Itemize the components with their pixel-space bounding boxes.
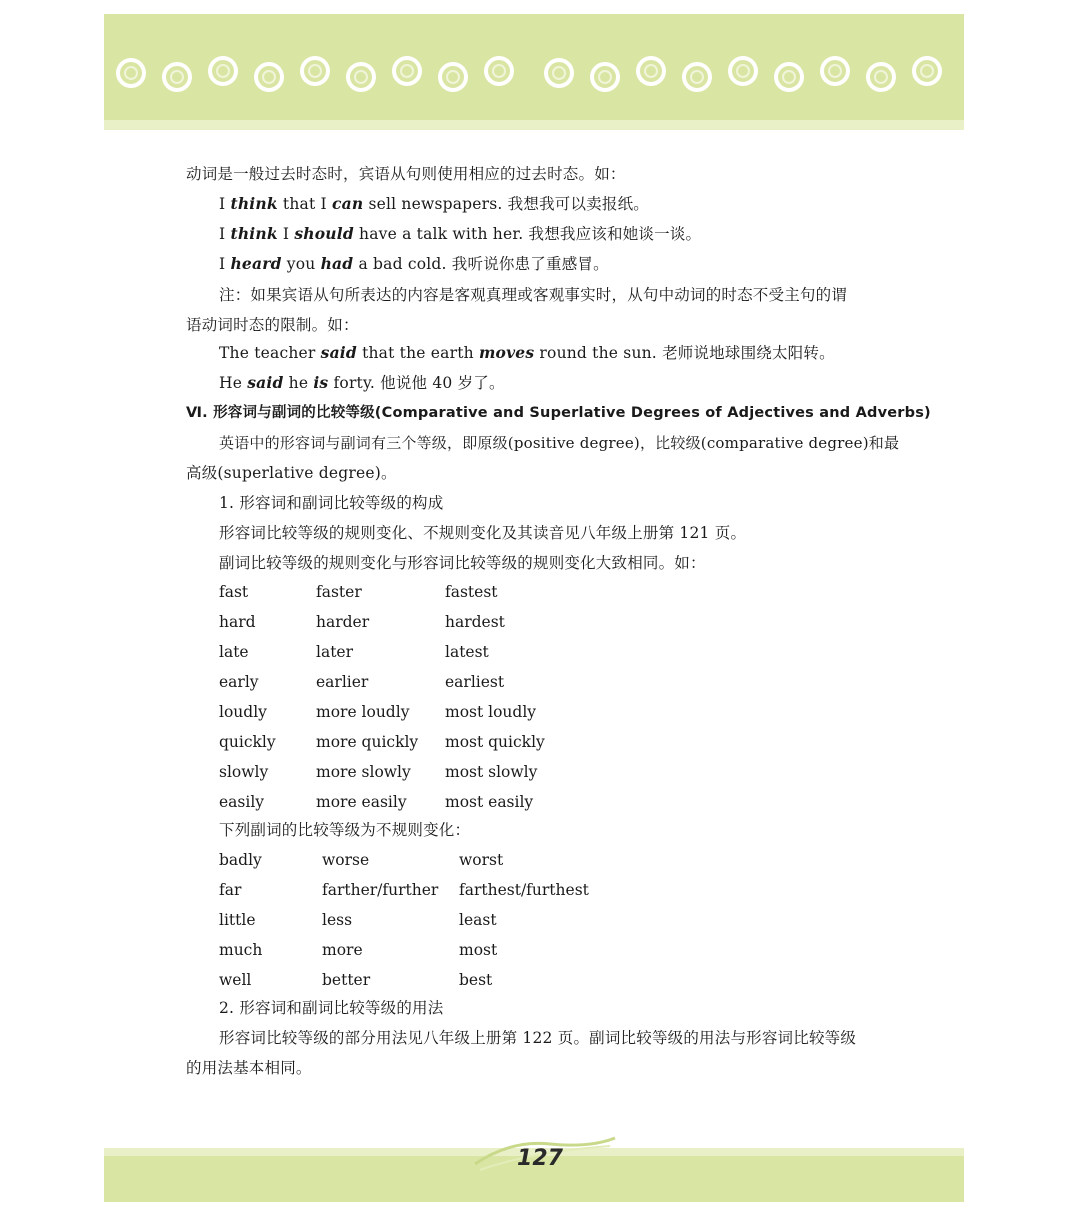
text: sell newspapers. 我想我可以卖报纸。 [363,195,649,213]
table-cell: better [322,971,371,989]
table-cell: earlier [316,673,369,691]
emphasis: think [230,224,278,243]
subheading-2: 2. 形容词和副词比较等级的用法 [219,999,444,1017]
table-cell: farther/further [322,881,439,899]
text: round the sun. 老师说地球围绕太阳转。 [534,344,835,362]
table-cell: more easily [316,793,407,811]
text: I [219,195,231,213]
table-cell: more slowly [316,763,411,781]
example-sentence [219,343,835,363]
table-cell: most [459,941,498,959]
table-cell: least [459,911,497,929]
table-cell: latest [445,643,489,661]
table-cell: well [219,971,252,989]
subheading-1: 1. 形容词和副词比较等级的构成 [219,494,444,512]
sub1-paragraph-2: 副词比较等级的规则变化与形容词比较等级的规则变化大致相同。如： [219,554,706,572]
intro-line-1: 英语中的形容词与副词有三个等级，即原级(positive degree)，比较级(comparative degree)和最 [219,434,900,452]
emphasis: think [230,194,278,213]
table-cell: early [219,673,259,691]
table-cell: slowly [219,763,269,781]
text: forty. 他说他 40 岁了。 [328,374,505,392]
text: have a talk with her. 我想我应该和她谈一谈。 [353,225,702,243]
table-cell: hard [219,613,256,631]
table-cell: less [322,911,353,929]
emphasis: said [320,343,357,362]
table-cell: harder [316,613,370,631]
emphasis: is [313,373,329,392]
table-cell: most quickly [445,733,545,751]
table-cell: farthest/furthest [459,881,589,899]
text: I [219,225,231,243]
emphasis: moves [478,343,535,362]
table-cell: more loudly [316,703,410,721]
table-cell: most easily [445,793,534,811]
table-cell: badly [219,851,262,869]
example-sentence [219,254,609,274]
section-heading: Ⅵ. 形容词与副词的比较等级(Comparative and Superlative Degrees of Adjectives and Adverbs) [186,405,931,421]
emphasis: said [247,373,284,392]
emphasis: heard [230,254,282,273]
emphasis: had [320,254,354,273]
text: The teacher [219,344,321,362]
table-cell: fastest [445,583,498,601]
table-cell: late [219,643,249,661]
table-cell: worse [322,851,370,869]
table-cell: later [316,643,354,661]
intro-line-2: 高级(superlative degree)。 [186,464,397,482]
irregular-intro: 下列副词的比较等级为不规则变化： [219,821,471,839]
table-cell: hardest [445,613,505,631]
text: I [219,255,231,273]
table-cell: earliest [445,673,505,691]
table-cell: little [219,911,256,929]
text: that I [277,195,332,213]
table-cell: more quickly [316,733,419,751]
text: that the earth [356,344,479,362]
table-cell: far [219,881,242,899]
page-number: 127 [517,1146,563,1171]
paragraph-intro: 动词是一般过去时态时，宾语从句则使用相应的过去时态。如： [186,165,626,183]
table-cell: faster [316,583,362,601]
text: He [219,374,248,392]
table-cell: most slowly [445,763,538,781]
emphasis: can [331,194,364,213]
table-cell: loudly [219,703,267,721]
table-cell: best [459,971,493,989]
sub1-paragraph-1: 形容词比较等级的规则变化、不规则变化及其读音见八年级上册第 121 页。 [219,524,747,542]
table-cell: much [219,941,263,959]
text: I [277,225,295,243]
table-cell: quickly [219,733,276,751]
text: a bad cold. 我听说你患了重感冒。 [353,255,609,273]
example-sentence [219,373,505,393]
table-cell: most loudly [445,703,537,721]
emphasis: should [294,224,354,243]
sub2-paragraph-2: 的用法基本相同。 [186,1059,312,1077]
note-line-2: 语动词时态的限制。如： [186,316,359,334]
table-cell: worst [459,851,504,869]
note-line-1: 注：如果宾语从句所表达的内容是客观真理或客观事实时，从句中动词的时态不受主句的谓 [219,286,848,304]
example-sentence [219,224,701,244]
sub2-paragraph-1: 形容词比较等级的部分用法见八年级上册第 122 页。副词比较等级的用法与形容词比较等级 [219,1029,857,1047]
example-sentence [219,194,649,214]
text: he [283,374,314,392]
text: you [281,255,321,273]
table-cell: fast [219,583,249,601]
table-cell: more [322,941,363,959]
table-cell: easily [219,793,265,811]
